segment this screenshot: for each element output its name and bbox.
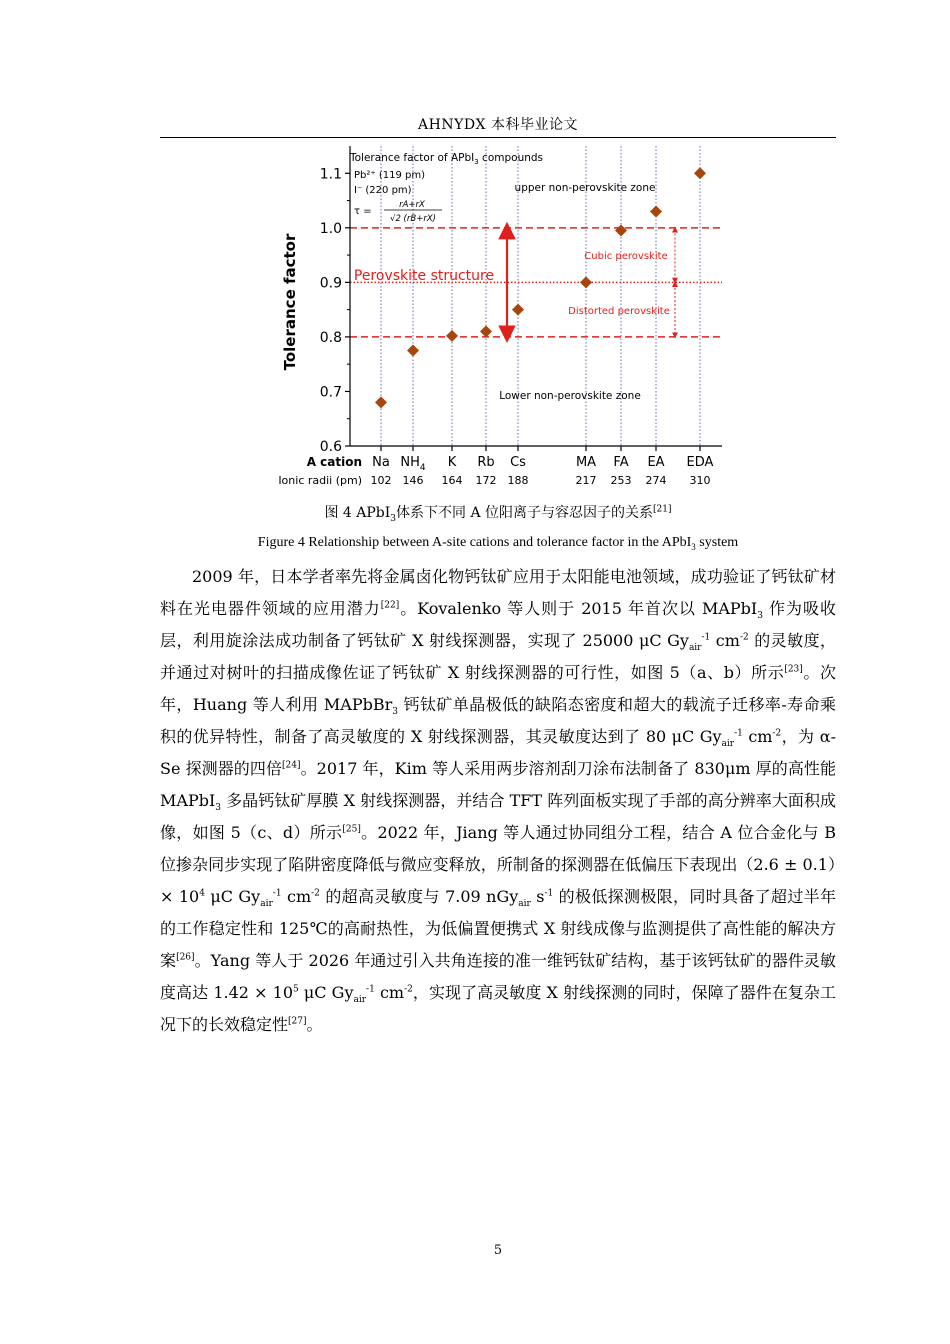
legend-title: Tolerance factor of APbI$_3$ compounds xyxy=(350,152,544,166)
y-tick-label-4: 1.0 xyxy=(319,220,342,237)
ionic-radius-label-1: 146 xyxy=(402,474,424,487)
upper-zone-label: upper non-perovskite zone xyxy=(514,182,656,194)
data-point-ma xyxy=(580,276,592,288)
y-axis-label: Tolerance factor xyxy=(281,233,299,371)
cubic-perovskite-label: Cubic perovskite xyxy=(584,251,668,262)
x-tick-label-k: K xyxy=(447,455,457,470)
tolerance-factor-chart xyxy=(270,140,730,490)
legend-pb-line: Pb²⁺ (119 pm) xyxy=(354,170,426,181)
data-point-k xyxy=(446,330,458,342)
y-tick-label-0: 0.6 xyxy=(319,439,342,455)
distorted-perovskite-label: Distorted perovskite xyxy=(568,306,670,317)
x-row-label-radii: Ionic radii (pm) xyxy=(278,474,362,487)
page-header: AHNYDX 本科毕业论文 xyxy=(418,117,578,133)
page-number: 5 xyxy=(493,1243,503,1258)
perovskite-structure-label: Perovskite structure xyxy=(353,268,495,284)
y-tick-label-1: 0.7 xyxy=(319,384,342,401)
formula-numerator: rA+rX xyxy=(399,200,425,210)
data-point-ea xyxy=(650,205,662,217)
x-tick-label-ea: EA xyxy=(647,455,665,470)
legend-i-line: I⁻ (220 pm) xyxy=(354,185,412,196)
ionic-radius-label-0: 102 xyxy=(370,474,392,487)
ionic-radius-label-7: 274 xyxy=(645,474,667,487)
y-tick-label-3: 0.9 xyxy=(319,275,342,292)
lower-zone-label: Lower non-perovskite zone xyxy=(499,390,641,402)
data-point-rb xyxy=(480,325,492,337)
formula-lhs: τ = xyxy=(354,206,372,217)
ionic-radius-label-8: 310 xyxy=(689,474,711,487)
x-ticks xyxy=(371,446,714,487)
formula-denominator: √2 (rB+rX) xyxy=(390,214,436,224)
x-tick-label-nh4: $NH_4$ xyxy=(400,455,426,473)
ionic-radius-label-6: 253 xyxy=(610,474,632,487)
y-tick-label-2: 0.8 xyxy=(319,329,342,346)
data-point-na xyxy=(375,396,387,408)
ionic-radius-label-3: 172 xyxy=(475,474,497,487)
data-point-nh4 xyxy=(407,345,419,357)
ionic-radius-label-4: 188 xyxy=(507,474,529,487)
x-row-label-cation: A cation xyxy=(306,455,362,469)
figure-caption-cn: 图 4 APbI$_3$体系下不同 A 位阳离子与容忍因子的关系[21] xyxy=(324,504,672,524)
data-point-fa xyxy=(615,225,627,237)
data-point-cs xyxy=(512,304,524,316)
data-point-eda xyxy=(694,167,706,179)
body-text xyxy=(160,561,836,1041)
paragraph: 2009 年，日本学者率先将金属卤化物钙钛矿应用于太阳能电池领域，成功验证了钙钛矿材料在光电器件领域的应用潜力[22]。Kovalenko 等人则于 2015 年首次以 MAPbI$_3$ 作为吸收层，利用旋涂法成功制备了钙钛矿 X 射线探测器，实现了 25000 μC $Gy_{air}^{-1}$ $cm^{-2}$ 的灵敏度，并通过对树叶的扫描成像佐证了钙钛矿 X 射线探测器的可行性，如图 5（a、b）所示[23]。次年，Huang 等人利用 MAPbBr$_3$ 钙钛矿单晶极低的缺陷态密度和超大的载流子迁移率-寿命乘积的优异特性，制备了高灵敏度的 X 射线探测器，其灵敏度达到了 80 μC $Gy_{air}^{-1}$ $cm^{-2}$，为 α-Se 探测器的四倍[24]。2017 年，Kim 等人采用两步溶剂刮刀涂布法制备了 830μm 厚的高性能 MAPbI$_3$ 多晶钙钛矿厚膜 X 射线探测器，并结合 TFT 阵列面板实现了手部的高分辨率大面积成像，如图 5（c、d）所示[25]。2022 年，Jiang 等人通过协同组分工程，结合 A 位合金化与 B 位掺杂同步实现了陷阱密度降低与微应变释放，所制备的探测器在低偏压下表现出$(2.6 \pm 0.1)\times 10^4$ μC $Gy_{air}^{-1}$ $cm^{-2}$ 的超高灵敏度与 7.09 nGy$_{air}$ $s^{-1}$ 的极低探测极限，同时具备了超过半年的工作稳定性和 125℃的高耐热性，为低偏置便携式 X 射线成像与监测提供了高性能的解决方案[26]。Yang 等人于 2026 年通过引入共角连接的准一维钙钛矿结构，基于该钙钛矿的器件灵敏度高达 $1.42 \times 10^5$ μC $Gy_{air}^{-1}$ $cm^{-2}$，实现了高灵敏度 X 射线探测的同时，保障了器件在复杂工况下的长效稳定性[27]。 xyxy=(160,567,837,1034)
x-tick-label-rb: Rb xyxy=(477,455,495,470)
x-tick-label-eda: EDA xyxy=(686,455,714,470)
y-tick-label-5: 1.1 xyxy=(319,166,342,183)
figure-caption-en: Figure 4 Relationship between A-site cations and tolerance factor in the APbI$_3$ system xyxy=(257,535,739,552)
x-tick-label-ma: MA xyxy=(575,455,597,470)
ionic-radius-label-2: 164 xyxy=(441,474,463,487)
y-ticks xyxy=(320,166,350,455)
x-tick-label-na: Na xyxy=(372,455,390,470)
x-tick-label-fa: FA xyxy=(613,455,629,470)
x-tick-label-cs: Cs xyxy=(510,455,526,470)
ionic-radius-label-5: 217 xyxy=(575,474,597,487)
header-rule xyxy=(160,137,836,138)
